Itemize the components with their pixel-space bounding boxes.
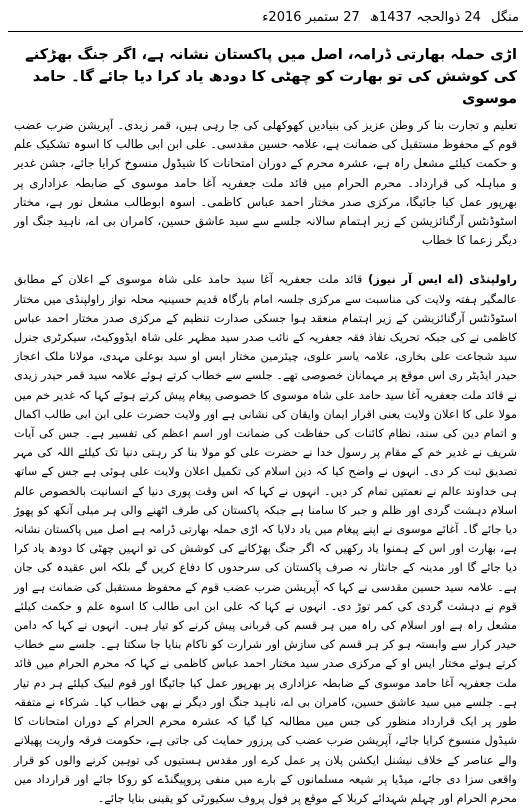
article-text: قائد ملت جعفریہ آغا سید حامد علی شاہ موسوی کے اعلان کے مطابق عالمگیر ہفتہ ولایت کی مناسبت سے مرکزی جلسہ امام بارگاہ قدیم حسینیہ محلہ نواز راولپنڈی میں مختار اسٹوڈنٹس آرگنائزیشن کے زیر اہتمام منعقد ہوا جسکی صدارت تنظیم کے مرکزی صدر مختار احمد عباس کاظمی نے کی جبکہ تحریک نفاذ فقہ جعفریہ کے نائب صدر سید مظہر علی شاہ ایڈووکیٹ، سیکرٹری جنرل سید شجاعت علی بخاری، علامہ یاسر علوی، چیئرمین مختار ایس او سید بوعلی مہدی، مولانا ملک اعجاز حیدر ایڈیٹر ری اس موقع پر مہمانان خصوصی تھے۔ جلسے سے خطاب کرتے ہوئے علامہ سید قمر حیدر زیدی نے قائد ملت جعفریہ آغا سید حامد علی شاہ موسوی کا خصوصی پیغام پیش کرتے ہوئے کہا کہ غدیر خم میں مولا علی کا اعلان ولایت یعنی اقرار ایمان وایقان کی نشانی ہے اور ولایت حضرت علی ابن ابی طالب اکمال و اتمام دین کی سند، نظام کائنات کی حفاظت کی ضمانت اور اسم اعظم کی تفسیر ہے۔ جس کی آیات شریف نے غدیر خم کے مقام پر رسول خدا نے حضرت علی کو مولا بنا کر رہتی دنیا تک کیلئے اللہ کی مہر تصدیق ثبت کر دی۔ انہوں نے واضح کیا کہ دین اسلام کی تکمیل اعلان ولایت علی ہوئی ہے جس کے ساتھ ہی خداوند عالم نے نعمتیں تمام کر دیں۔ انہوں نے کہا کہ اس وقت پوری دنیا کے انسانیت بالخصوص عالم اسلام دہشت گردی اور ظلم و جبر کا سامنا ہے جبکہ پاکستان کی طرف اٹھنے والی ہر میلی آنکھ کو پھوڑ دیا جائے گا۔ آغائے موسوی نے اپنے پیغام میں یاد دلایا کہ اڑی حملہ بھارتی ڈرامہ ہے اصل میں پاکستان نشانہ ہے، بھارت اور اس کے ہمنوا یاد رکھیں کہ اگر جنگ بھڑکانے کی کوشش کی تو انہیں چھٹی کا دودھ یاد کرا دیا جائے گا اور مدینہ کے جانثار نہ صرف پاکستان کی سرحدوں کا دفاع کریں گے بلکہ اس عقیدہ کی جان ہے۔ علامہ سید حسین مقدسی نے کہا کہ آپریشن ضرب عضب قوم کے محفوظ مستقبل کی ضمانت ہے اور قوم نے دہشت گردی کی کمر توڑ دی۔ انہوں نے کہا کہ علی ابن ابی طالب کا اسوہ علم و حکمت کیلئے مشعل راہ ہے اور اسلام کی راہ میں ہر قسم کی قربانی پیش کرنے کو تیار ہیں۔ انہوں نے کہا کہ دامن حیدر کرار سے وابستہ ہو کر ہر قسم کی سازش اور شرارت کو ناکام بنایا جا سکتا ہے۔ جلسے سے خطاب کرتے ہوئے مختار ایس او کے مرکزی صدر سید مختار احمد عباس کاظمی نے کہا کہ محرم الحرام میں قائد ملت جعفریہ آغا حامد موسوی کے ضابطہ عزاداری پر بھرپور عمل کیا جائیگا اور قوم لبیک کیلئے ہر دم تیار ہے۔ جلسے میں سید عاشق حسین، کامران بی اے، ناہید جنگ اور دیگر نے بھی خطاب کیا۔ شرکاء نے متفقہ طور پر ایک قرارداد منظور کی جس میں مطالبہ کیا گیا کہ عشرہ محرم الحرام کے دوران امتحانات کا شیڈول منسوخ کرایا جائے، آپریشن ضرب عضب کی پرزور حمایت کی جاتی ہے، حکومت فرقہ واریت پھیلانے والے عناصر کے خلاف نیشنل ایکشن پلان پر عمل کرے اور مقدس ہستیوں کی توہین کرنے والوں کو قرار واقعی سزا دی جائے، میڈیا پر شیعہ مسلمانوں کے بارے میں منفی پروپیگنڈے کو روکا جائے اور قرارداد میں محرم الحرام اور چہلم شہدائے کربلا کے موقع پر فول پروف سکیورٹی کو یقینی بنایا جائے۔ [14, 273, 517, 805]
headline: اڑی حملہ بھارتی ڈرامہ، اصل میں پاکستان نشانہ ہے، اگر جنگ بھڑکنے کی کوشش کی تو بھارت کو چھٹی کا دودھ یاد کرا دیا جائے گا۔ حامد موسوی [25, 46, 517, 107]
dateline-gregorian: 27 ستمبر 2016ء [262, 10, 360, 25]
dateline-hijri: 24 ذوالحجہ 1437ھ [369, 10, 481, 25]
article-dateline: راولپنڈی (اے ایس آر نیوز) [362, 273, 517, 287]
dateline-day: منگل [491, 10, 519, 25]
dateline-bar [8, 10, 519, 25]
article-body [14, 270, 517, 808]
subheadline: تعلیم و تجارت بنا کر وطن عزیز کی بنیادیں کھوکھلی کی جا رہی ہیں، قمر زیدی۔ آپریشن ضرب عضب قوم کے محفوظ مستقبل کی ضمانت ہے، علامہ حسین مقدسی۔ علی ابن ابی طالب کا اسوہ تشکیک علم و حکمت کیلئے مشعل راہ ہے، عشرہ محرم کے دوران امتحانات کا شیڈول منسوخ کرایا جائے، جشن غدیر و مباہلہ کی قرارداد۔ محرم الحرام میں قائد ملت جعفریہ آغا حامد موسوی کے ضابطہ عزاداری پر بھرپور عمل کیا جائیگا، مرکزی صدر مختار احمد عباس کاظمی۔ اسوہ ابوطالب مشعل نور ہے، مختار اسٹوڈنٹس آرگنائزیشن کے زیر اہتمام سالانہ جلسے سے سید عاشق حسین، کامران بی اے، ناہید جنگ اور دیگر زعما کا خطاب [14, 118, 517, 248]
section-gap [8, 250, 523, 270]
header-rule [8, 31, 523, 32]
